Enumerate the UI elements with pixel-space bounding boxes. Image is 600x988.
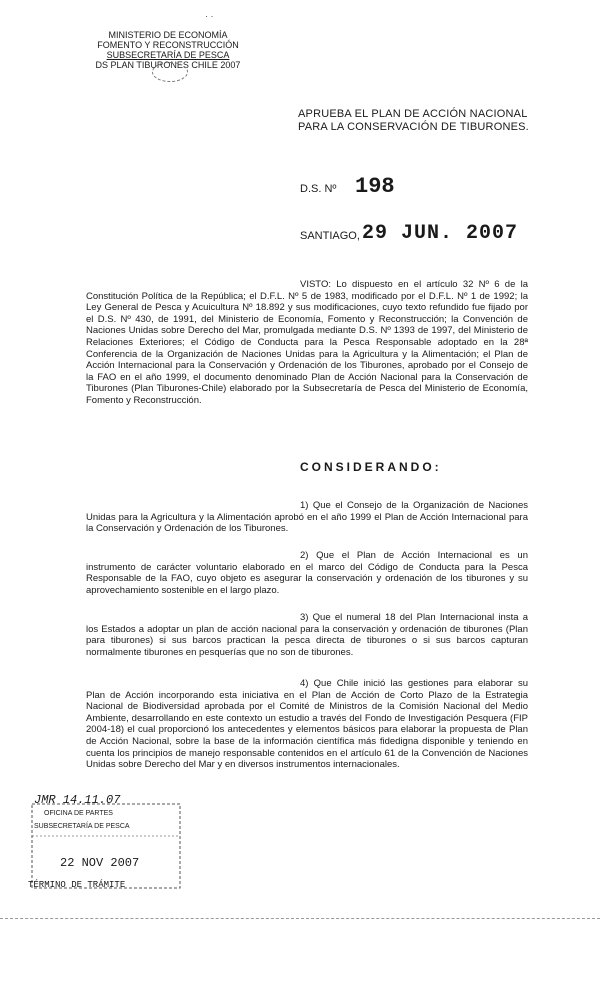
decree-date: 29 JUN. 2007: [362, 222, 519, 245]
considerando-heading: CONSIDERANDO:: [300, 460, 442, 474]
header-line-2: FOMENTO Y RECONSTRUCCIÓN: [97, 40, 239, 50]
stamp-date: 22 NOV 2007: [60, 856, 140, 870]
considerando-3: 3) Que el numeral 18 del Plan Internacional insta a los Estados a adoptar un plan de acción nacional para la conservación y ordenación de tiburones (Plan para tiburones) si sus barcos practican la pesca directa de tiburones o si sus barcos capturan normalmente tiburones en pesquerías que no son de tiburones.: [86, 612, 528, 658]
ministry-seal-icon: [152, 62, 188, 82]
visto-paragraph: VISTO: Lo dispuesto en el artículo 32 Nº 6 de la Constitución Política de la República; el D.F.L. Nº 5 de 1983, modificado por el D.F.L. Nº 1 de 1992; la Ley General de Pesca y Acuicultura Nº 18.892 y sus modificaciones, cuyo texto refundido fue fijado por el D.S. Nº 430, de 1991, del Ministerio de Economía, Fomento y Reconstrucción; la Convención de Naciones Unidas sobre Derecho del Mar, promulgada mediante D.S. Nº 1393 de 1997, del Ministerio de Relaciones Exteriores; el Código de Conducta para la Pesca Responsable adoptado en la 28ª Conferencia de la Organización de Naciones Unidas para la Agricultura y la Alimentación; el Plan de Acción Internacional para la Conservación y Ordenación de los Tiburones, aprobado por el Consejo de la FAO en el año 1999, el documento denominado Plan de Acción Nacional para la Conservación de Tiburones (Plan Tiburones-Chile) elaborado por la Subsecretaría de Pesca del Ministerio de Economía, Fomento y Reconstrucción.: [86, 279, 528, 406]
decree-number-label: D.S. Nº: [300, 183, 337, 195]
header-line-1: MINISTERIO DE ECONOMÍA: [108, 30, 228, 40]
decree-number: 198: [355, 174, 395, 199]
page-bottom-divider: [0, 918, 600, 919]
place-label: SANTIAGO,: [300, 230, 360, 242]
decree-title: APRUEBA EL PLAN DE ACCIÓN NACIONAL PARA LA CONSERVACIÓN DE TIBURONES.: [298, 108, 529, 133]
stamp-office-line: OFICINA DE PARTES: [44, 810, 113, 817]
considerando-1: 1) Que el Consejo de la Organización de Naciones Unidas para la Agricultura y la Alimentación aprobó en el año 1999 el Plan de Acción Internacional para la Conservación y Ordenación de los Tiburones.: [86, 500, 528, 535]
margin-mark: · ·: [205, 11, 214, 21]
stamp-status: TÉRMINO DE TRÁMITE: [28, 880, 126, 890]
considerando-4: 4) Que Chile inició las gestiones para elaborar su Plan de Acción incorporando esta iniciativa en el Plan de Acción de Corto Plazo de la Estrategia Nacional de Biodiversidad aprobada por el Comité de Ministros de la Comisión Nacional del Medio Ambiente, desarrollando en este contexto un estudio a través del Fondo de Investigación Pesquera (FIP 2004-18) el cual proporcionó los antecedentes y elementos básicos para elaborar la propuesta de Plan de Acción Nacional, sobre la base de la información científica más fidedigna disponible y teniendo en cuenta los principios de manejo responsable contenidos en el artículo 61 de la Convención de Naciones Unidas sobre Derecho del Mar y en diversos instrumentos internacionales.: [86, 678, 528, 771]
header-line-4: DS PLAN TIBURONES CHILE 2007: [95, 60, 241, 70]
stamp-agency-line: SUBSECRETARÍA DE PESCA: [34, 823, 130, 830]
header-line-3: SUBSECRETARÍA DE PESCA: [106, 50, 230, 60]
handwritten-reference: JMR 14.11.07: [34, 793, 121, 807]
considerando-2: 2) Que el Plan de Acción Internacional es un instrumento de carácter voluntario elaborado en el marco del Código de Conducta para la Pesca Responsable de la FAO, cuyo objeto es asegurar la conservación y ordenación de los tiburones y su aprovechamiento sostenible en el largo plazo.: [86, 550, 528, 596]
